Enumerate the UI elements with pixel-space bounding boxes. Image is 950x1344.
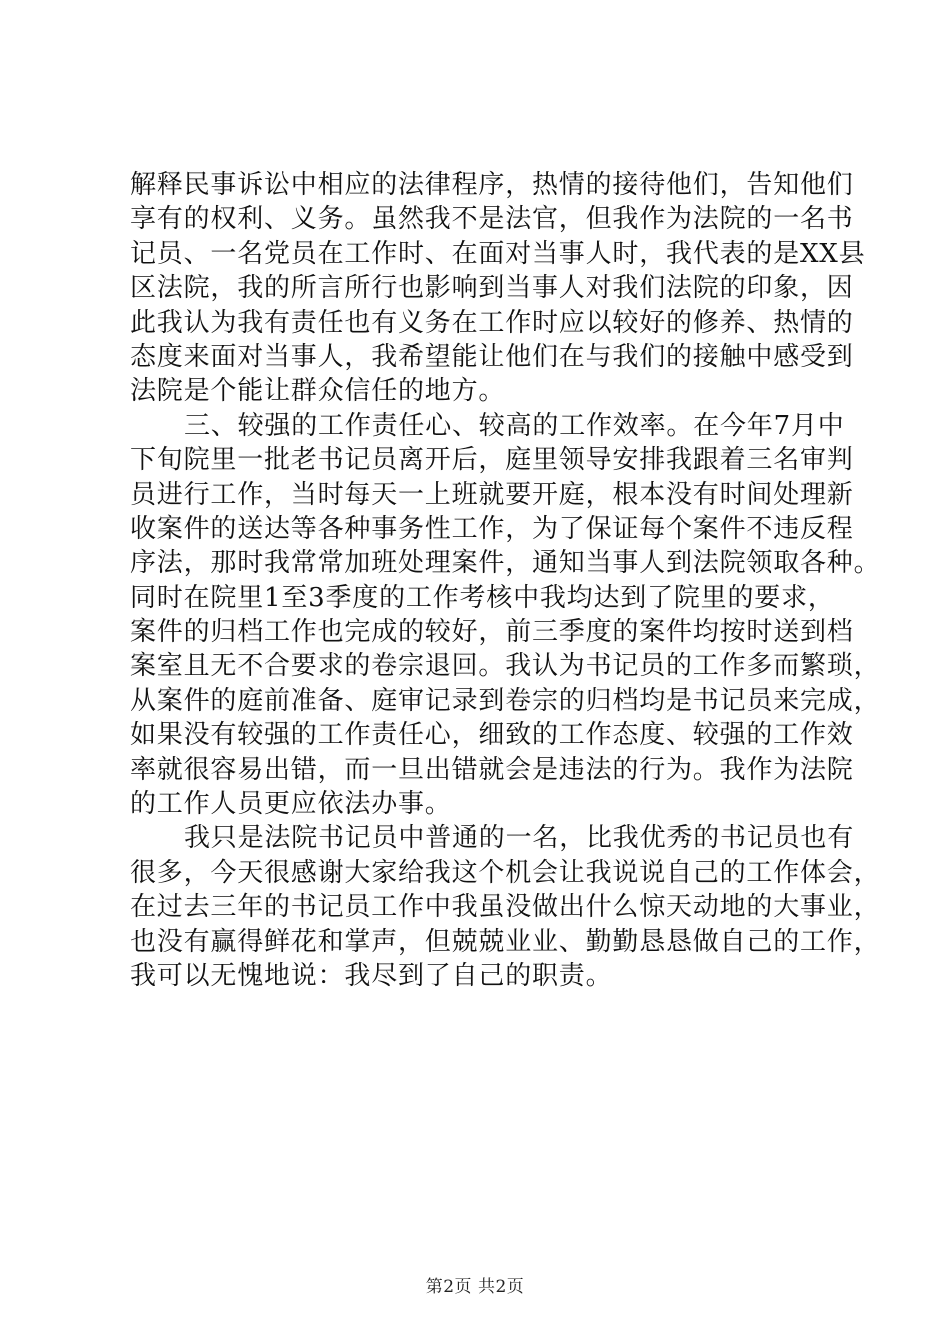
text-line: 序法，那时我常常加班处理案件，通知当事人到法院领取各种。 [130,548,881,579]
text-line: 我只是法院书记员中普通的一名，比我优秀的书记员也有 [184,823,855,854]
text-line: 我可以无愧地说：我尽到了自己的职责。 [130,960,613,991]
text-line: 案件的归档工作也完成的较好，前三季度的案件均按时送到档 [130,617,854,648]
text-line: 态度来面对当事人，我希望能让他们在与我们的接触中感受到 [130,341,854,372]
text-line: 在过去三年的书记员工作中我虽没做出什么惊天动地的大事业， [130,892,881,923]
text-line: 此我认为我有责任也有义务在工作时应以较好的修养、热情的 [130,307,854,338]
text-line: 从案件的庭前准备、庭审记录到卷宗的归档均是书记员来完成， [130,685,881,716]
text-line: 也没有赢得鲜花和掌声，但兢兢业业、勤勤恳恳做自己的工作， [130,926,881,957]
text-line: 法院是个能让群众信任的地方。 [130,376,506,407]
text-line: 享有的权利、义务。虽然我不是法官，但我作为法院的一名书 [130,204,854,235]
text-line: 的工作人员更应依法办事。 [130,789,452,820]
text-line: 案室且无不合要求的卷宗退回。我认为书记员的工作多而繁琐， [130,651,881,682]
text-line: 员进行工作，当时每天一上班就要开庭，根本没有时间处理新 [130,479,854,510]
text-line: 三、较强的工作责任心、较高的工作效率。在今年7月中 [184,410,845,441]
page-footer: 第2页 共2页 [425,1277,525,1297]
text-line: 很多，今天很感谢大家给我这个机会让我说说自己的工作体会， [130,857,881,888]
text-line: 率就很容易出错，而一旦出错就会是违法的行为。我作为法院 [130,754,854,785]
text-line: 记员、一名党员在工作时、在面对当事人时，我代表的是XX县 [130,238,866,269]
text-line: 解释民事诉讼中相应的法律程序，热情的接待他们，告知他们 [130,170,854,200]
text-line: 下旬院里一批老书记员离开后，庭里领导安排我跟着三名审判 [130,445,854,476]
text-line: 区法院，我的所言所行也影响到当事人对我们法院的印象，因 [130,273,854,304]
body-text [130,168,881,993]
text-line: 收案件的送达等各种事务性工作，为了保证每个案件不违反程 [130,513,854,544]
text-line: 同时在院里1至3季度的工作考核中我均达到了院里的要求， [130,582,835,613]
text-line: 如果没有较强的工作责任心，细致的工作态度、较强的工作效 [130,720,854,751]
